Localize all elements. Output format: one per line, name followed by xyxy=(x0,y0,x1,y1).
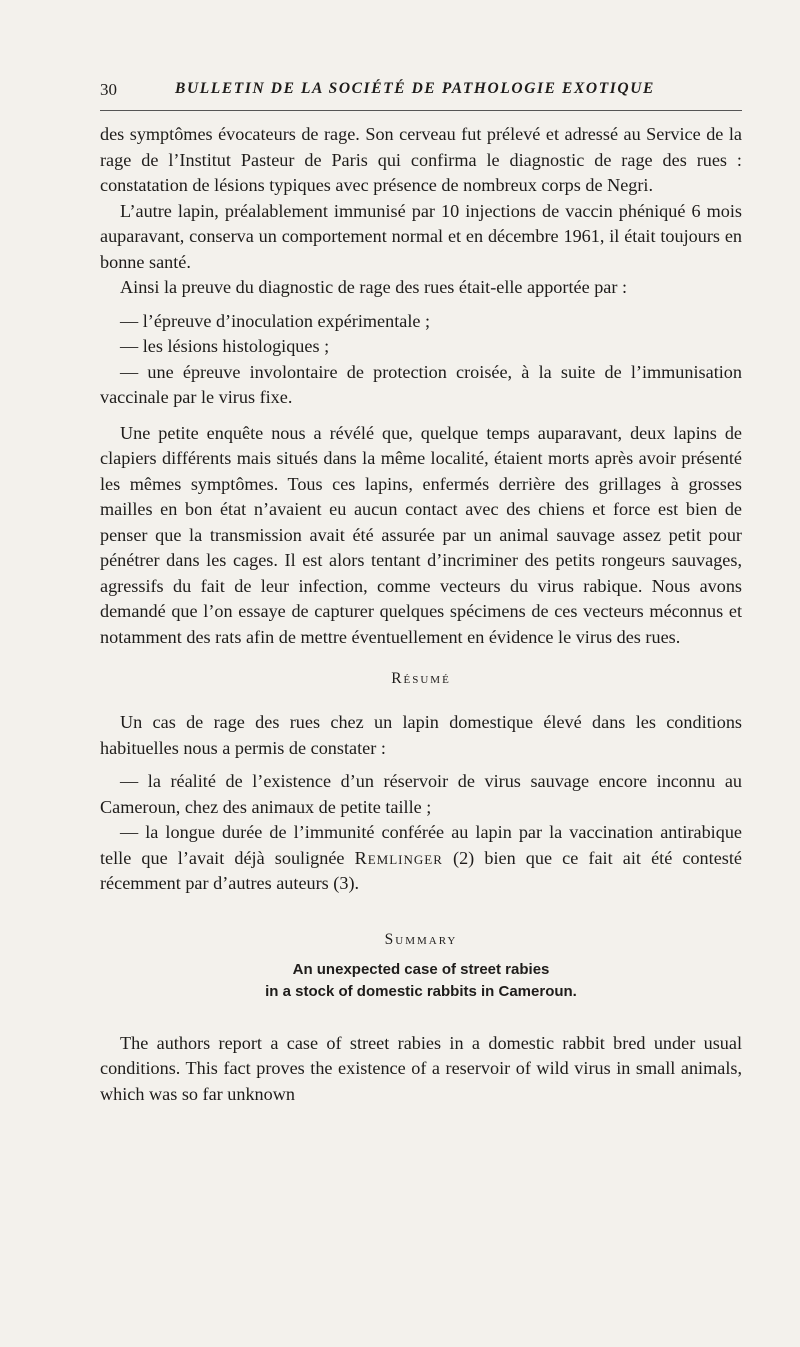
summary-heading: Summary xyxy=(384,930,458,948)
list-item: — les lésions histologiques ; xyxy=(120,336,330,356)
evidence-list xyxy=(100,309,742,411)
paragraph: Ainsi la preuve du diagnostic de rage des rues était-elle apportée par : xyxy=(120,277,628,297)
resume-heading: Résumé xyxy=(391,670,451,687)
resume-intro: Un cas de rage des rues chez un lapin domestique élevé dans les conditions habituelles nous a permis de constater : xyxy=(100,712,742,758)
resume-item-text: (2) bien que ce fait ait été contesté récemment par d’autres auteurs (3). xyxy=(100,847,742,893)
list-item: — l’épreuve d’inoculation expérimentale ; xyxy=(120,310,431,331)
resume-item: — la réalité de l’existence d’un réservoir de virus sauvage encore inconnu au Cameroun, chez des animaux de petite taille ; xyxy=(100,771,742,817)
summary-text: The authors report a case of street rabies in a domestic rabbit bred under usual conditions. This fact proves the existence of a reservoir of wild virus in small animals, which was so far unknown xyxy=(100,1032,742,1104)
paragraph: L’autre lapin, préalablement immunisé par 10 injections de vaccin phéniqué 6 mois auparavant, conserva un comportement normal et en décembre 1961, il était toujours en bonne santé. xyxy=(100,200,742,272)
paragraph: des symptômes évocateurs de rage. Son cerveau fut prélevé et adressé au Service de la rage de l’Institut Pasteur de Paris qui confirma le diagnostic de rage des rues : constatation de lésions typiques avec présence de nombreux corps de Negri. xyxy=(100,124,742,195)
english-title-line: in a stock of domestic rabbits in Cameroun. xyxy=(265,982,577,1000)
list-item: — une épreuve involontaire de protection croisée, à la suite de l’immunisation vaccinale par le virus fixe. xyxy=(100,361,742,407)
english-title-line: An unexpected case of street rabies xyxy=(292,960,550,978)
article-body xyxy=(100,122,742,1107)
journal-title: BULLETIN DE LA SOCIÉTÉ DE PATHOLOGIE EXOTIQUE xyxy=(175,80,655,97)
resume-item xyxy=(100,820,742,897)
paragraph: Une petite enquête nous a révélé que, quelque temps auparavant, deux lapins de clapiers différents mais situés dans la même localité, étaient morts après avoir présenté les mêmes symptômes. Tous ces lapins, enfermés derrière des grillages à grosses mailles en bon état n’avaient eu aucun contact avec des chiens et force est bien de penser que la transmission avait été assurée par un animal sauvage assez petit pour pénétrer dans les cages. Il est alors tentant d’incriminer des petits rongeurs sauvages, agressifs du fait de leur infection, comme vecteurs du virus rabique. Nous avons demandé que l’on essaye de capturer quelques spécimens de ces vecteurs méconnus et notamment des rats afin de mettre éventuellement en évidence le virus des rues. xyxy=(100,422,742,647)
running-header xyxy=(100,80,742,111)
english-title xyxy=(100,959,742,1003)
page-number: 30 xyxy=(100,80,117,99)
author-name: Remlinger xyxy=(354,847,443,868)
resume-item-text: — la longue durée de l’immunité conférée au lapin par la vaccination antirabique telle que l’avait déjà soulignée xyxy=(100,822,742,868)
